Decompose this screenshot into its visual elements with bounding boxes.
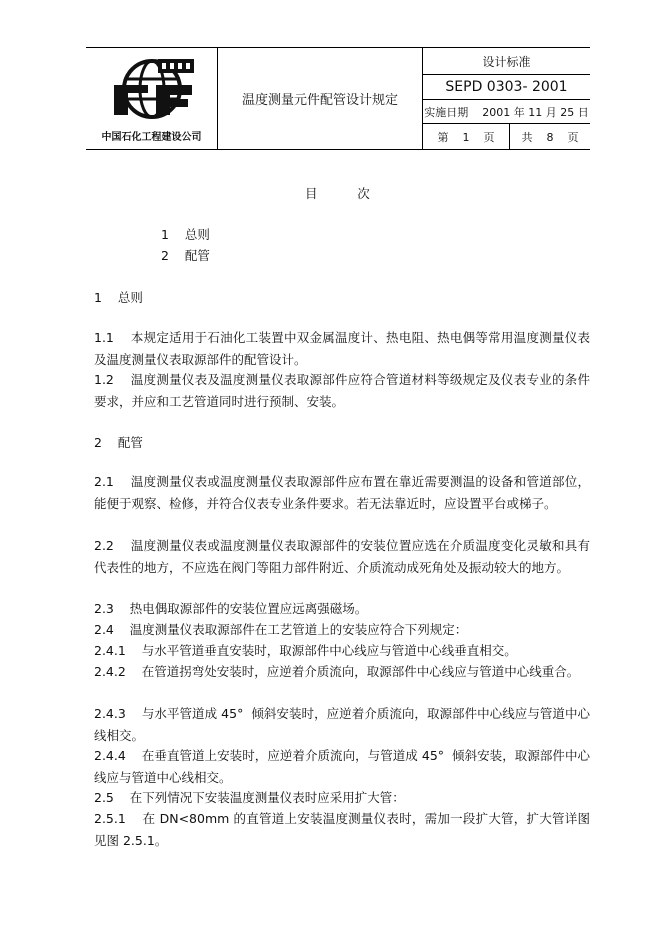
toc-item: 1 总则: [161, 227, 210, 242]
document-title: 温度测量元件配管设计规定: [218, 48, 423, 149]
section-heading: 2 配管: [94, 435, 143, 450]
paragraph: 2.5 在下列情况下安装温度测量仪表时应采用扩大管：: [94, 790, 405, 805]
standard-code: SEPD 0303- 2001: [423, 75, 590, 100]
paragraph: 2.4.1 与水平管道垂直安装时，取源部件中心线应与管道中心线垂直相交。: [94, 643, 517, 658]
toc-heading: 目 次: [305, 186, 370, 201]
paragraph: 2.3 热电偶取源部件的安装位置应远离强磁场。: [94, 601, 368, 616]
effective-date: 实施日期 2001 年 11 月 25 日: [423, 100, 590, 124]
section-heading: 1 总则: [94, 290, 143, 305]
company-name: 中国石化工程建设公司: [101, 132, 202, 143]
paragraph: 2.4.4 在垂直管道上安装时，应逆着介质流向，与管道成 45° 倾斜安装，取源部件中心线应与管道中心线相交。: [94, 748, 590, 785]
standard-type: 设计标准: [423, 48, 590, 75]
page-number: 第 1 页: [423, 124, 510, 149]
paragraph: 2.4.3 与水平管道成 45° 倾斜安装时，应逆着介质流向，取源部件中心线应与管道中心线相交。: [94, 706, 590, 743]
paragraph: 2.5.1 在 DN<80mm 的直管道上安装温度测量仪表时，需加一段扩大管，扩大管详图见图 2.5.1。: [94, 811, 590, 848]
paragraph: 2.1 温度测量仪表或温度测量仪表取源部件应布置在靠近需要测温的设备和管道部位，能便于观察、检修，并符合仪表专业条件要求。若无法靠近时，应设置平台或梯子。: [94, 474, 590, 511]
toc-item: 2 配管: [161, 248, 210, 263]
header-meta: [423, 48, 590, 149]
company-logo-icon: [108, 55, 196, 123]
paragraph: 1.1 本规定适用于石油化工装置中双金属温度计、热电阻、热电偶等常用温度测量仪表及温度测量仪表取源部件的配管设计。: [94, 330, 590, 367]
paragraph: 2.4.2 在管道拐弯处安装时，应逆着介质流向，取源部件中心线应与管道中心线重合。: [94, 664, 580, 679]
header-table: [86, 47, 590, 150]
logo-cell: [86, 48, 218, 149]
page-total: 共 8 页: [521, 130, 579, 144]
paragraph: 1.2 温度测量仪表及温度测量仪表取源部件应符合管道材料等级规定及仪表专业的条件要求，并应和工艺管道同时进行预制、安装。: [94, 372, 590, 409]
paragraph: 2.4 温度测量仪表取源部件在工艺管道上的安装应符合下列规定：: [94, 622, 468, 637]
paragraph: 2.2 温度测量仪表或温度测量仪表取源部件的安装位置应选在介质温度变化灵敏和具有代表性的地方，不应选在阀门等阻力部件附近、介质流动成死角处及振动较大的地方。: [94, 538, 590, 575]
